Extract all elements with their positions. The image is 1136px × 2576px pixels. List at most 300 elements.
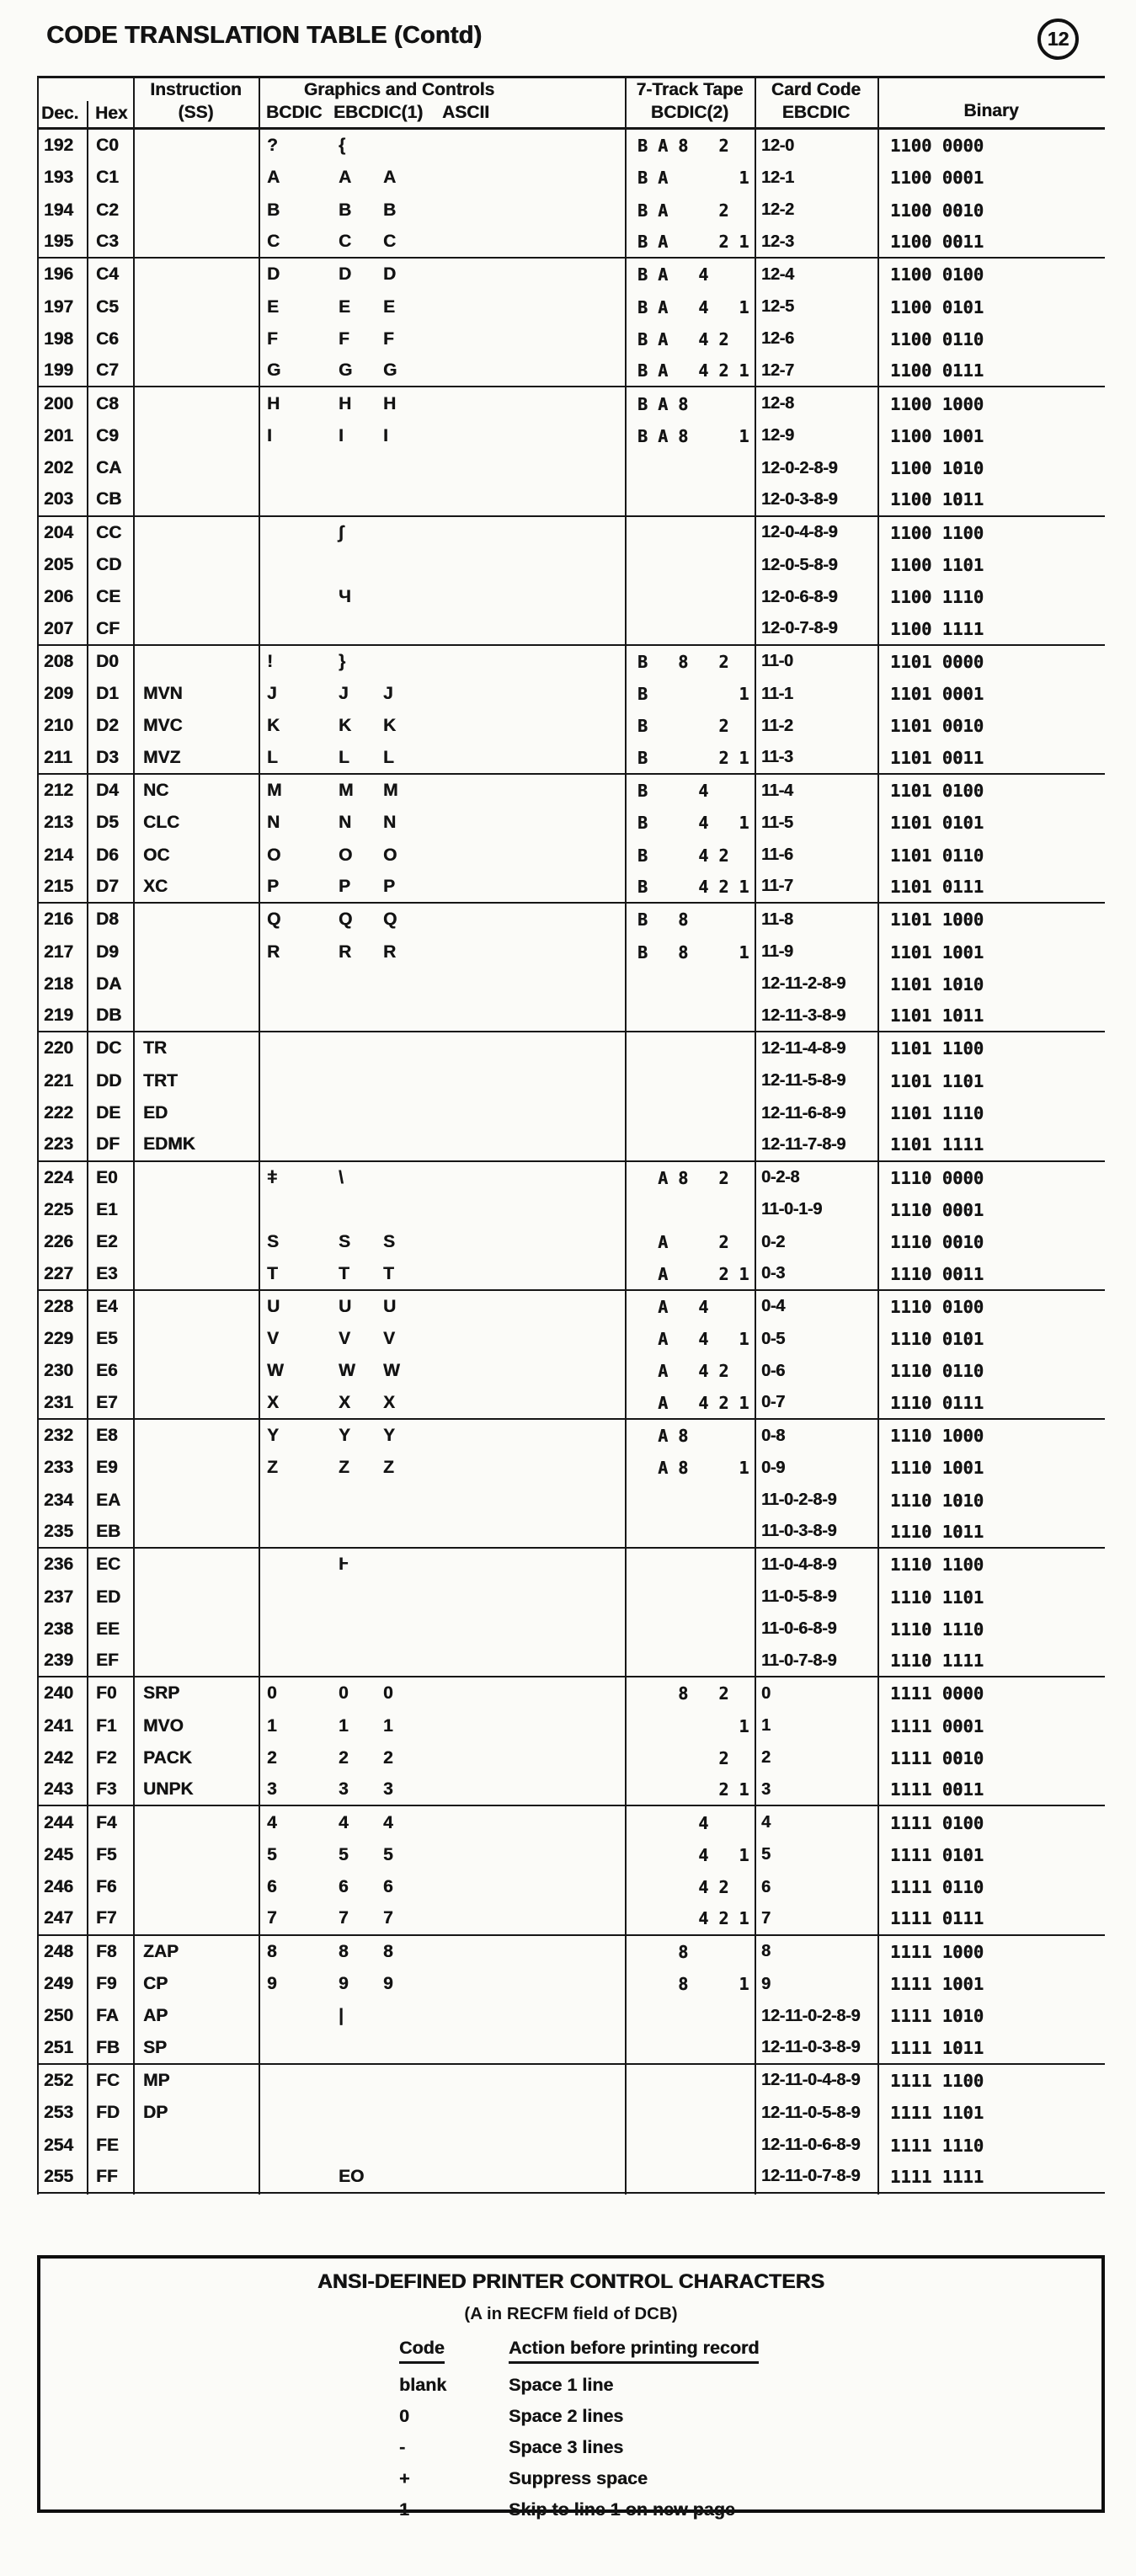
cell-hex: CC (96, 522, 122, 542)
cell-instruction: MVC (143, 716, 183, 736)
cell-card-code: 12-11-2-8-9 (761, 974, 846, 994)
cell-binary: 1111 1100 (890, 2070, 984, 2091)
table-row (37, 259, 1105, 291)
col-header-bcdic: BCDIC (266, 103, 323, 122)
cell-card-code: 12-0-3-8-9 (761, 489, 838, 509)
cell-card-code: 0-3 (761, 1264, 786, 1283)
cell-hex: EE (96, 1619, 120, 1639)
cell-dec: 226 (44, 1232, 74, 1252)
table-row (37, 1871, 1105, 1903)
cell-graphic-ebcdic: K (339, 716, 352, 736)
col-header-binary: Binary (963, 101, 1019, 120)
cell-graphic-ebcdic: S (339, 1232, 351, 1252)
cell-dec: 252 (44, 2070, 74, 2090)
cell-7track-tape: B 4 1 (637, 813, 749, 834)
cell-binary: 1110 1001 (890, 1458, 984, 1479)
cell-7track-tape: B A 8 2 (637, 136, 729, 157)
cell-card-code: 12-1 (761, 168, 794, 187)
cell-dec: 224 (44, 1167, 74, 1187)
cell-binary: 1110 1010 (890, 1490, 984, 1511)
table-row (37, 807, 1105, 839)
cell-binary: 1111 1001 (890, 1974, 984, 1995)
printer-control-row (40, 2406, 1101, 2437)
cell-7track-tape: 8 (637, 1941, 689, 1962)
cell-card-code: 12-3 (761, 232, 794, 251)
table-row (37, 581, 1105, 613)
cell-card-code: 11-0-2-8-9 (761, 1491, 837, 1510)
cell-graphic-ebcdic: I (339, 425, 344, 445)
cell-hex: D6 (96, 845, 119, 865)
cell-graphic-bcdic: R (267, 941, 280, 962)
cell-binary: 1101 0110 (890, 845, 984, 866)
printer-box-title: ANSI-DEFINED PRINTER CONTROL CHARACTERS (317, 2270, 825, 2293)
cell-graphic-bcdic: K (267, 716, 280, 736)
cell-instruction: XC (143, 876, 168, 896)
cell-binary: 1111 0000 (890, 1683, 984, 1704)
cell-binary: 1101 0100 (890, 781, 984, 802)
cell-graphic-bcdic: 8 (267, 1941, 277, 1961)
cell-7track-tape: A 2 (637, 1232, 729, 1253)
cell-graphic-ebcdic: F (339, 328, 349, 349)
cell-dec: 197 (44, 296, 74, 317)
cell-card-code: 12-11-6-8-9 (761, 1103, 846, 1123)
table-row (37, 1936, 1105, 1968)
cell-instruction: AP (143, 2006, 168, 2026)
cell-7track-tape: B 8 (637, 909, 689, 931)
cell-binary: 1100 1110 (890, 587, 984, 608)
cell-instruction: TR (143, 1038, 167, 1059)
cell-hex: DC (96, 1038, 122, 1059)
cell-graphic-bcdic: M (267, 781, 282, 801)
cell-dec: 231 (44, 1392, 74, 1412)
cell-dec: 253 (44, 2103, 74, 2123)
printer-control-box (37, 2255, 1105, 2520)
table-row (37, 162, 1105, 194)
cell-hex: C9 (96, 425, 119, 445)
cell-binary: 1100 1011 (890, 489, 984, 510)
page-title: CODE TRANSLATION TABLE (Contd) (46, 22, 483, 49)
cell-7track-tape: B A 8 (637, 393, 689, 414)
cell-instruction: MP (143, 2070, 170, 2090)
cell-card-code: 12-11-7-8-9 (761, 1134, 846, 1154)
cell-7track-tape: 4 2 1 (637, 1908, 749, 1929)
table-row (37, 1677, 1105, 1709)
cell-dec: 238 (44, 1619, 74, 1639)
table-row (37, 2097, 1105, 2129)
cell-card-code: 11-0-4-8-9 (761, 1555, 837, 1574)
cell-dec: 246 (44, 1877, 74, 1897)
cell-hex: E2 (96, 1232, 118, 1252)
cell-instruction: UNPK (143, 1779, 194, 1800)
table-row (37, 743, 1105, 775)
cell-binary: 1110 0110 (890, 1361, 984, 1382)
cell-dec: 208 (44, 651, 74, 671)
cell-binary: 1101 1111 (890, 1134, 984, 1155)
cell-hex: C8 (96, 393, 119, 413)
col-header-dec: Dec. (41, 104, 79, 123)
cell-7track-tape: 2 (637, 1747, 729, 1768)
cell-hex: DD (96, 1070, 122, 1091)
cell-graphic-ebcdic: W (339, 1361, 355, 1381)
cell-7track-tape: B A 2 (637, 200, 729, 221)
table-row (37, 1065, 1105, 1097)
cell-graphic-bcdic: 3 (267, 1779, 277, 1800)
col-header-card-code: Card Code (771, 80, 861, 99)
table-row (37, 2129, 1105, 2161)
cell-graphic-ebcdic: D (339, 264, 352, 285)
table-row (37, 1162, 1105, 1194)
printer-control-row (40, 2499, 1101, 2531)
cell-binary: 1110 1100 (890, 1555, 984, 1576)
cell-dec: 213 (44, 813, 74, 833)
cell-graphic-ascii: 3 (383, 1779, 393, 1800)
cell-instruction: CP (143, 1974, 168, 1994)
cell-graphic-bcdic: W (267, 1361, 284, 1381)
cell-binary: 1111 0100 (890, 1812, 984, 1833)
cell-graphic-ebcdic: N (339, 813, 352, 833)
cell-card-code: 6 (761, 1877, 771, 1896)
table-row (37, 195, 1105, 227)
cell-graphic-ascii: Z (383, 1458, 394, 1478)
table-row (37, 130, 1105, 162)
cell-graphic-ebcdic: 3 (339, 1779, 349, 1800)
table-row (37, 1420, 1105, 1452)
cell-graphic-ebcdic: G (339, 360, 353, 381)
cell-card-code: 11-8 (761, 909, 793, 929)
cell-binary: 1101 0000 (890, 651, 984, 672)
table-row (37, 517, 1105, 549)
cell-graphic-bcdic: T (267, 1263, 278, 1283)
cell-graphic-ebcdic: X (339, 1392, 351, 1412)
table-row (37, 291, 1105, 323)
cell-graphic-bcdic: B (267, 200, 280, 220)
cell-graphic-ebcdic: P (339, 876, 351, 896)
cell-graphic-ebcdic: E (339, 296, 351, 317)
cell-dec: 227 (44, 1263, 74, 1283)
cell-hex: DA (96, 973, 122, 994)
cell-dec: 221 (44, 1070, 74, 1091)
table-row (37, 678, 1105, 710)
cell-graphic-ascii: F (383, 328, 394, 349)
cell-hex: C5 (96, 296, 119, 317)
cell-dec: 254 (44, 2135, 74, 2155)
col-header-hex: Hex (95, 104, 128, 123)
table-row (37, 1452, 1105, 1484)
cell-hex: E4 (96, 1296, 118, 1316)
cell-hex: CB (96, 489, 122, 509)
table-row (37, 1129, 1105, 1161)
cell-dec: 199 (44, 360, 74, 381)
cell-7track-tape: B 4 (637, 781, 709, 802)
cell-graphic-ebcdic: T (339, 1263, 349, 1283)
cell-binary: 1110 0100 (890, 1296, 984, 1317)
cell-binary: 1100 0101 (890, 296, 984, 317)
cell-hex: E5 (96, 1329, 118, 1349)
cell-graphic-ascii: M (383, 781, 398, 801)
cell-binary: 1100 1001 (890, 425, 984, 446)
cell-dec: 240 (44, 1683, 74, 1704)
cell-hex: C3 (96, 232, 119, 252)
col-header-instruction-ss: (SS) (178, 103, 214, 122)
cell-graphic-ascii: Y (383, 1426, 396, 1446)
cell-card-code: 12-11-3-8-9 (761, 1005, 846, 1025)
cell-card-code: 9 (761, 1974, 771, 1993)
cell-card-code: 11-0-7-8-9 (761, 1651, 837, 1670)
cell-instruction: MVN (143, 684, 183, 704)
cell-graphic-bcdic: V (267, 1329, 280, 1349)
cell-graphic-ebcdic: Ч (339, 587, 351, 607)
cell-card-code: 0-9 (761, 1458, 786, 1477)
cell-hex: DB (96, 1005, 122, 1026)
cell-binary: 1101 0101 (890, 813, 984, 834)
cell-binary: 1100 0000 (890, 136, 984, 157)
cell-hex: D7 (96, 876, 119, 896)
cell-card-code: 12-9 (761, 426, 794, 445)
cell-graphic-ascii: A (383, 168, 397, 188)
cell-graphic-bcdic: Z (267, 1458, 278, 1478)
cell-7track-tape: B 2 (637, 716, 729, 737)
cell-card-code: 4 (761, 1813, 771, 1832)
cell-card-code: 11-0-1-9 (761, 1200, 823, 1219)
cell-binary: 1100 0110 (890, 328, 984, 349)
cell-graphic-bcdic: J (267, 684, 277, 704)
cell-binary: 1100 0100 (890, 264, 984, 285)
cell-instruction: OC (143, 845, 170, 865)
col-header-bcdic2: BCDIC(2) (650, 103, 729, 122)
cell-binary: 1110 0101 (890, 1329, 984, 1350)
cell-7track-tape: B 8 1 (637, 941, 749, 963)
cell-7track-tape: 4 1 (637, 1844, 749, 1865)
cell-card-code: 12-0-6-8-9 (761, 587, 838, 606)
table-row (37, 613, 1105, 645)
cell-binary: 1101 1000 (890, 909, 984, 931)
cell-card-code: 12-11-4-8-9 (761, 1038, 846, 1058)
cell-binary: 1100 1101 (890, 555, 984, 575)
cell-card-code: 12-6 (761, 329, 794, 349)
cell-graphic-bcdic: Q (267, 909, 281, 930)
cell-card-code: 11-9 (761, 942, 793, 962)
cell-hex: C1 (96, 168, 119, 188)
cell-instruction: NC (143, 781, 169, 801)
table-row (37, 2033, 1105, 2065)
cell-graphic-ebcdic: M (339, 781, 354, 801)
table-row (37, 2162, 1105, 2194)
cell-dec: 209 (44, 684, 74, 704)
cell-card-code: 11-7 (761, 877, 793, 896)
cell-hex: E0 (96, 1167, 118, 1187)
cell-graphic-ascii: U (383, 1296, 397, 1316)
table-row (37, 1291, 1105, 1323)
cell-hex: EF (96, 1651, 119, 1671)
cell-hex: EB (96, 1521, 121, 1541)
cell-graphic-ascii: 2 (383, 1747, 393, 1768)
cell-card-code: 12-11-0-4-8-9 (761, 2071, 861, 2090)
cell-dec: 249 (44, 1974, 74, 1994)
cell-dec: 198 (44, 328, 74, 349)
cell-graphic-ebcdic: 5 (339, 1844, 349, 1864)
cell-hex: D0 (96, 651, 119, 671)
cell-graphic-bcdic: A (267, 168, 280, 188)
table-row (37, 1968, 1105, 2000)
cell-graphic-ascii: P (383, 876, 396, 896)
cell-dec: 194 (44, 200, 74, 220)
cell-card-code: 12-2 (761, 200, 794, 220)
cell-graphic-ascii: S (383, 1232, 396, 1252)
cell-7track-tape: A 4 2 1 (637, 1392, 749, 1413)
table-header (37, 76, 1105, 130)
cell-hex: CF (96, 618, 120, 638)
cell-7track-tape: A 4 1 (637, 1329, 749, 1350)
cell-binary: 1111 1011 (890, 2037, 984, 2058)
cell-card-code: 11-4 (761, 781, 793, 800)
cell-graphic-ascii: G (383, 360, 397, 381)
cell-hex: F2 (96, 1747, 117, 1768)
cell-dec: 216 (44, 909, 74, 930)
printer-control-action: Space 1 line (509, 2375, 614, 2395)
cell-dec: 200 (44, 393, 74, 413)
cell-card-code: 12-11-5-8-9 (761, 1071, 846, 1091)
cell-card-code: 0-4 (761, 1297, 786, 1316)
cell-graphic-ebcdic: 7 (339, 1908, 349, 1928)
cell-card-code: 12-5 (761, 297, 794, 317)
cell-binary: 1101 1011 (890, 1005, 984, 1027)
table-row (37, 710, 1105, 742)
cell-card-code: 12-0 (761, 136, 794, 155)
cell-card-code: 7 (761, 1908, 771, 1928)
cell-graphic-bcdic: ? (267, 136, 278, 156)
cell-graphic-bcdic: 2 (267, 1747, 277, 1768)
cell-binary: 1101 0001 (890, 684, 984, 705)
cell-dec: 193 (44, 168, 74, 188)
cell-binary: 1111 1010 (890, 2006, 984, 2027)
cell-hex: E3 (96, 1263, 118, 1283)
cell-instruction: MVO (143, 1715, 184, 1736)
cell-graphic-ascii: R (383, 941, 397, 962)
cell-dec: 192 (44, 136, 74, 156)
cell-7track-tape: 8 1 (637, 1974, 749, 1995)
cell-graphic-ascii: X (383, 1392, 396, 1412)
cell-graphic-bcdic: H (267, 393, 280, 413)
cell-binary: 1101 1100 (890, 1038, 984, 1059)
cell-dec: 243 (44, 1779, 74, 1800)
cell-graphic-ascii: 5 (383, 1844, 393, 1864)
cell-dec: 229 (44, 1329, 74, 1349)
cell-graphic-ebcdic: Y (339, 1426, 351, 1446)
printer-control-code: 0 (399, 2406, 409, 2426)
cell-graphic-bcdic: G (267, 360, 281, 381)
cell-card-code: 12-11-0-6-8-9 (761, 2136, 861, 2155)
cell-dec: 206 (44, 587, 74, 607)
cell-dec: 223 (44, 1134, 74, 1155)
cell-binary: 1110 1000 (890, 1426, 984, 1447)
cell-instruction: SRP (143, 1683, 180, 1704)
cell-card-code: 12-0-7-8-9 (761, 619, 838, 638)
cell-dec: 210 (44, 716, 74, 736)
table-row (37, 1806, 1105, 1838)
cell-7track-tape: B 4 2 1 (637, 876, 749, 897)
cell-dec: 250 (44, 2006, 74, 2026)
cell-binary: 1101 1101 (890, 1070, 984, 1091)
cell-7track-tape: B A 4 2 (637, 328, 729, 349)
cell-card-code: 0-2-8 (761, 1168, 800, 1187)
cell-graphic-bcdic: 4 (267, 1812, 277, 1832)
cell-instruction: ED (143, 1103, 168, 1123)
cell-graphic-ebcdic: 4 (339, 1812, 349, 1832)
cell-binary: 1110 0000 (890, 1167, 984, 1188)
cell-graphic-ebcdic: 9 (339, 1974, 349, 1994)
cell-graphic-ebcdic: U (339, 1296, 352, 1316)
cell-instruction: CLC (143, 813, 180, 833)
cell-card-code: 0-5 (761, 1329, 786, 1348)
cell-graphic-ebcdic: 2 (339, 1747, 349, 1768)
cell-hex: F6 (96, 1877, 117, 1897)
cell-hex: C4 (96, 264, 119, 285)
cell-dec: 202 (44, 458, 74, 478)
cell-dec: 237 (44, 1587, 74, 1607)
cell-graphic-ebcdic: C (339, 232, 352, 252)
cell-7track-tape: 1 (637, 1715, 749, 1736)
cell-instruction: ZAP (143, 1941, 179, 1961)
table-row (37, 1388, 1105, 1420)
cell-binary: 1111 0010 (890, 1747, 984, 1768)
table-row (37, 1710, 1105, 1742)
cell-dec: 207 (44, 618, 74, 638)
cell-dec: 218 (44, 973, 74, 994)
cell-7track-tape: 8 2 (637, 1683, 729, 1704)
cell-graphic-ebcdic: Z (339, 1458, 349, 1478)
cell-binary: 1100 0011 (890, 232, 984, 253)
cell-graphic-ascii: Q (383, 909, 397, 930)
cell-hex: D3 (96, 747, 119, 767)
cell-graphic-ascii: W (383, 1361, 400, 1381)
cell-hex: D4 (96, 781, 119, 801)
cell-binary: 1111 1101 (890, 2103, 984, 2124)
cell-dec: 244 (44, 1812, 74, 1832)
cell-hex: CE (96, 587, 121, 607)
table-row (37, 323, 1105, 355)
cell-graphic-ascii: K (383, 716, 397, 736)
cell-dec: 219 (44, 1005, 74, 1026)
cell-hex: CD (96, 555, 122, 574)
cell-graphic-ascii: B (383, 200, 397, 220)
cell-hex: E7 (96, 1392, 118, 1412)
cell-binary: 1111 0101 (890, 1844, 984, 1865)
cell-hex: F3 (96, 1779, 117, 1800)
cell-binary: 1110 0011 (890, 1263, 984, 1284)
printer-control-code: - (399, 2437, 406, 2457)
cell-hex: CA (96, 458, 122, 478)
cell-graphic-ascii: J (383, 684, 393, 704)
cell-hex: D8 (96, 909, 119, 930)
cell-binary: 1111 0001 (890, 1715, 984, 1736)
cell-dec: 228 (44, 1296, 74, 1316)
table-row (37, 420, 1105, 452)
cell-dec: 236 (44, 1555, 74, 1575)
cell-dec: 214 (44, 845, 74, 865)
cell-graphic-ebcdic: EO (339, 2166, 365, 2186)
cell-graphic-bcdic: S (267, 1232, 280, 1252)
cell-card-code: 8 (761, 1942, 771, 1961)
cell-binary: 1111 1110 (890, 2135, 984, 2156)
cell-binary: 1110 0010 (890, 1232, 984, 1253)
printer-control-row (40, 2437, 1101, 2468)
cell-graphic-bcdic: L (267, 747, 278, 767)
cell-graphic-ascii: L (383, 747, 394, 767)
cell-hex: F5 (96, 1844, 117, 1864)
cell-binary: 1110 1111 (890, 1651, 984, 1672)
cell-dec: 230 (44, 1361, 74, 1381)
cell-graphic-ascii: T (383, 1263, 394, 1283)
